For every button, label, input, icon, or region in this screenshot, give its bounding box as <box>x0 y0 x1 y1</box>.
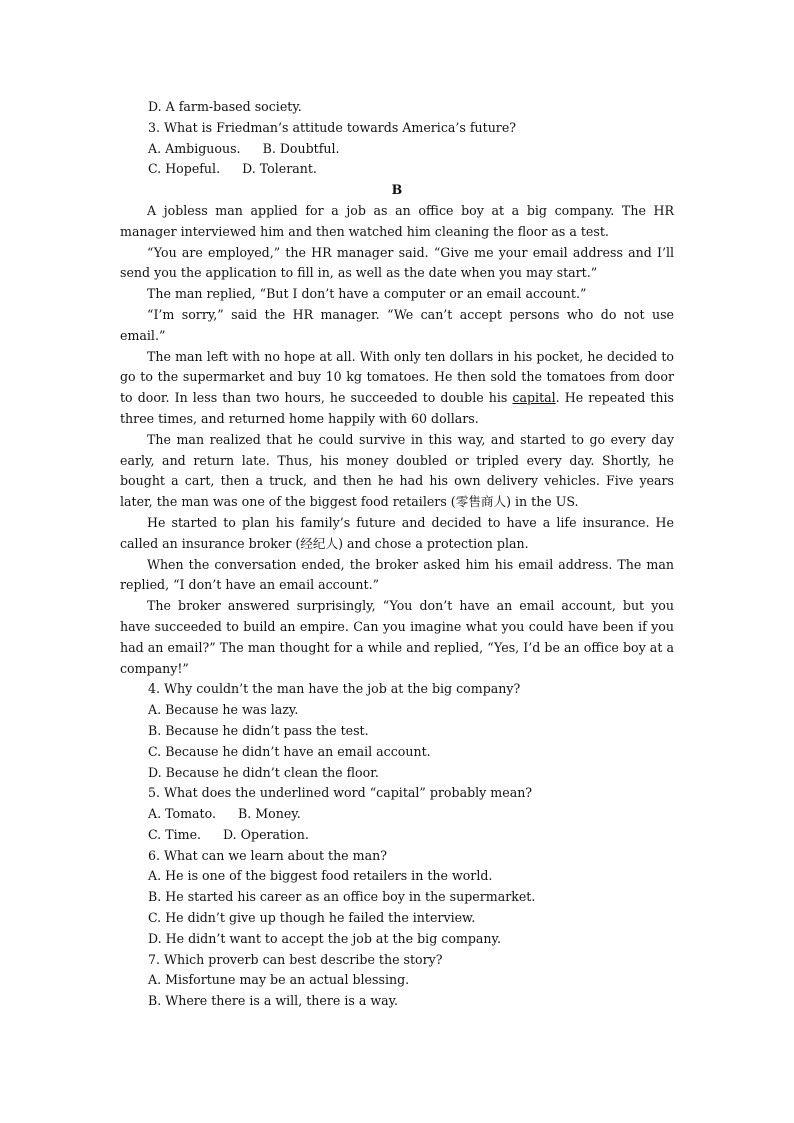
q4-option-a: A. Because he was lazy. <box>148 702 299 718</box>
q2-option-d: D. A farm-based society. <box>148 99 302 114</box>
q7-question: 7. Which proverb can best describe the story? <box>148 951 443 967</box>
passage-paragraph-7: He started to plan his family’s future and decided to have a life insurance. He called an insurance broker (经纪人) and chose a protection plan. <box>120 514 674 551</box>
q4-option-c: C. Because he didn’t have an email account. <box>148 743 431 759</box>
q3-option-b: B. Doubtful. <box>262 140 340 156</box>
q7-option-b: B. Where there is a will, there is a way. <box>148 993 399 1009</box>
q5-options-ab <box>120 804 674 825</box>
passage-paragraph-4: “I’m sorry,” said the HR manager. “We can’t accept persons who do not use email.” <box>120 306 674 343</box>
passage-paragraph-5 <box>120 347 674 430</box>
passage-paragraph-2: “You are employed,” the HR manager said. “Give me your email address and I’ll send you the application to fill in, as well as the date when you may start.” <box>120 244 674 281</box>
document-body <box>120 97 674 1012</box>
q3-option-d: D. Tolerant. <box>242 161 317 177</box>
q5-option-a: A. Tomato. <box>148 806 216 822</box>
q5-question: 5. What does the underlined word “capital” probably mean? <box>148 785 533 801</box>
q7-option-a: A. Misfortune may be an actual blessing. <box>148 972 410 988</box>
q6-option-d: D. He didn’t want to accept the job at the big company. <box>148 930 501 946</box>
passage-paragraph-1: A jobless man applied for a job as an office boy at a big company. The HR manager interviewed him and then watched him cleaning the floor as a test. <box>120 202 674 239</box>
q3-question: 3. What is Friedman’s attitude towards America’s future? <box>148 119 517 135</box>
passage-paragraph-6: The man realized that he could survive in this way, and started to go every day early, and return late. Thus, his money doubled or tripled every day. Shortly, he bought a cart, then a truck, and then he had his own delivery vehicles. Five years later, the man was one of the biggest food retailers (零售商人) in the US. <box>120 431 674 510</box>
q4-question: 4. Why couldn’t the man have the job at the big company? <box>148 681 521 697</box>
passage-paragraph-3: The man replied, “But I don’t have a computer or an email account.” <box>147 286 587 302</box>
q6-question: 6. What can we learn about the man? <box>148 847 387 863</box>
q3-options-ab <box>120 139 674 160</box>
q4-option-d: D. Because he didn’t clean the floor. <box>148 764 379 780</box>
paragraph-5-text-after: . He repeated this three times, and returned home happily with 60 dollars. <box>120 390 675 426</box>
q3-option-c: C. Hopeful. <box>148 161 221 177</box>
section-heading: B <box>391 182 403 198</box>
q5-options-cd <box>120 825 674 846</box>
q3-options-cd <box>120 159 674 180</box>
q3-option-a: A. Ambiguous. <box>148 140 241 156</box>
passage-paragraph-9: The broker answered surprisingly, “You don’t have an email account, but you have succeeded to build an empire. Can you imagine what you could have been if you had an email?” The man thought for a while and replied, “Yes, I’d be an office boy at a company!” <box>120 598 674 676</box>
underlined-word-capital: capital <box>512 390 556 406</box>
q6-option-c: C. He didn’t give up though he failed the interview. <box>148 910 476 926</box>
q5-option-c: C. Time. <box>148 826 202 842</box>
q5-option-d: D. Operation. <box>223 826 309 842</box>
q6-option-b: B. He started his career as an office boy in the supermarket. <box>148 889 536 905</box>
q5-option-b: B. Money. <box>237 806 301 822</box>
q6-option-a: A. He is one of the biggest food retailers in the world. <box>148 868 493 884</box>
paragraph-5-text-before: The man left with no hope at all. With only ten dollars in his pocket, he decided to go to the supermarket and buy 10 kg tomatoes. He then sold the tomatoes from door to door. In less than two hours, he succeeded to double his <box>120 348 674 406</box>
q4-option-b: B. Because he didn’t pass the test. <box>148 722 369 738</box>
passage-paragraph-8: When the conversation ended, the broker asked him his email address. The man replied, “I don’t have an email account.” <box>120 556 674 593</box>
